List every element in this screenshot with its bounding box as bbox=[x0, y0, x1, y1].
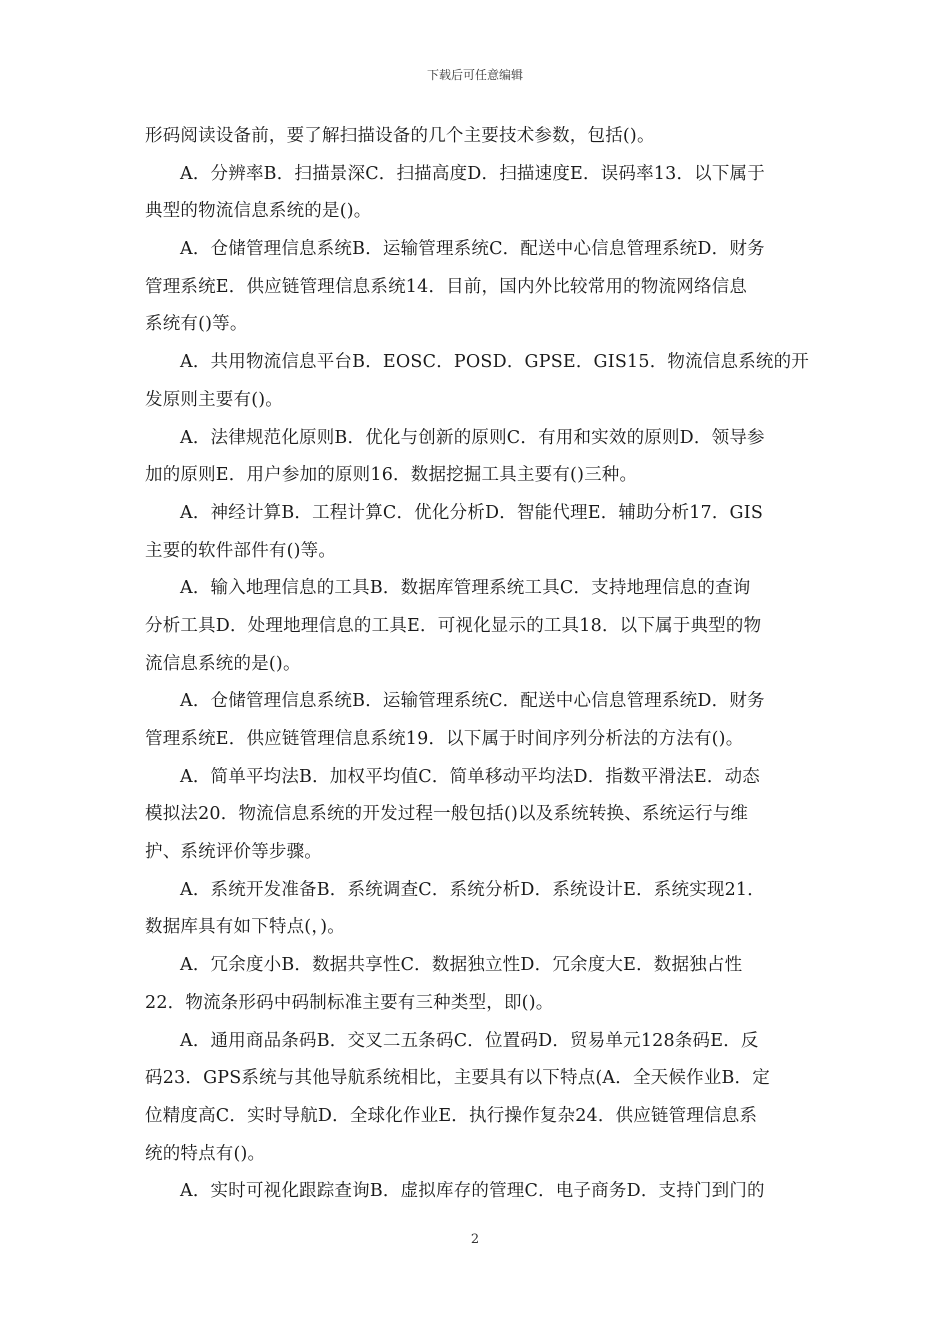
text-line: 分析工具D．处理地理信息的工具E．可视化显示的工具18．以下属于典型的物 bbox=[145, 615, 762, 636]
text-line: 统的特点有()。 bbox=[145, 1143, 266, 1164]
text-line: 流信息系统的是()。 bbox=[145, 653, 301, 674]
text-line: 模拟法20．物流信息系统的开发过程一般包括()以及系统转换、系统运行与维 bbox=[145, 804, 749, 825]
text-line: A．神经计算B．工程计算C．优化分析D．智能代理E．辅助分析17．GIS bbox=[180, 502, 764, 523]
text-line: A．共用物流信息平台B．EOSC．POSD．GPSE．GIS15．物流信息系统的开 bbox=[180, 352, 810, 373]
document-body bbox=[145, 118, 810, 1211]
text-line: 加的原则E．用户参加的原则16．数据挖掘工具主要有()三种。 bbox=[145, 465, 638, 486]
text-line: 码23．GPS系统与其他导航系统相比，主要具有以下特点(A．全天候作业B．定 bbox=[145, 1068, 770, 1089]
text-line: 发原则主要有()。 bbox=[145, 389, 283, 410]
text-line: A．仓储管理信息系统B．运输管理系统C．配送中心信息管理系统D．财务 bbox=[180, 691, 765, 712]
text-line: 主要的软件部件有()等。 bbox=[145, 540, 337, 561]
text-line: 系统有()等。 bbox=[145, 314, 248, 335]
text-line: A．分辨率B．扫描景深C．扫描高度D．扫描速度E．误码率13．以下属于 bbox=[180, 163, 765, 184]
text-line: 护、系统评价等步骤。 bbox=[145, 842, 322, 863]
text-line: 形码阅读设备前，要了解扫描设备的几个主要技术参数，包括()。 bbox=[145, 126, 655, 146]
text-line: A．通用商品条码B．交叉二五条码C．位置码D．贸易单元128条码E．反 bbox=[180, 1030, 759, 1051]
text-line: 22．物流条形码中码制标准主要有三种类型，即()。 bbox=[145, 992, 554, 1013]
text-line: A．法律规范化原则B．优化与创新的原则C．有用和实效的原则D．领导参 bbox=[180, 427, 765, 448]
text-line: 位精度高C．实时导航D．全球化作业E．执行操作复杂24．供应链管理信息系 bbox=[145, 1105, 758, 1126]
text-line: A．输入地理信息的工具B．数据库管理系统工具C．支持地理信息的查询 bbox=[180, 578, 751, 599]
text-line: A．简单平均法B．加权平均值C．简单移动平均法D．指数平滑法E．动态 bbox=[180, 766, 760, 787]
text-line: 管理系统E．供应链管理信息系统14．目前，国内外比较常用的物流网络信息 bbox=[145, 276, 748, 297]
text-line: 典型的物流信息系统的是()。 bbox=[145, 201, 372, 222]
text-line: A．仓储管理信息系统B．运输管理系统C．配送中心信息管理系统D．财务 bbox=[180, 239, 765, 260]
text-line: 管理系统E．供应链管理信息系统19．以下属于时间序列分析法的方法有()。 bbox=[145, 729, 744, 749]
text-line: A．系统开发准备B．系统调查C．系统分析D．系统设计E．系统实现21． bbox=[180, 879, 765, 900]
text-line: 数据库具有如下特点(，)。 bbox=[145, 917, 346, 938]
page-number: 2 bbox=[470, 1232, 480, 1247]
text-line: A．实时可视化跟踪查询B．虚拟库存的管理C．电子商务D．支持门到门的 bbox=[180, 1181, 765, 1202]
text-line: A．冗余度小B．数据共享性C．数据独立性D．冗余度大E．数据独占性 bbox=[180, 955, 743, 976]
page-header: 下载后可任意编辑 bbox=[426, 68, 523, 82]
